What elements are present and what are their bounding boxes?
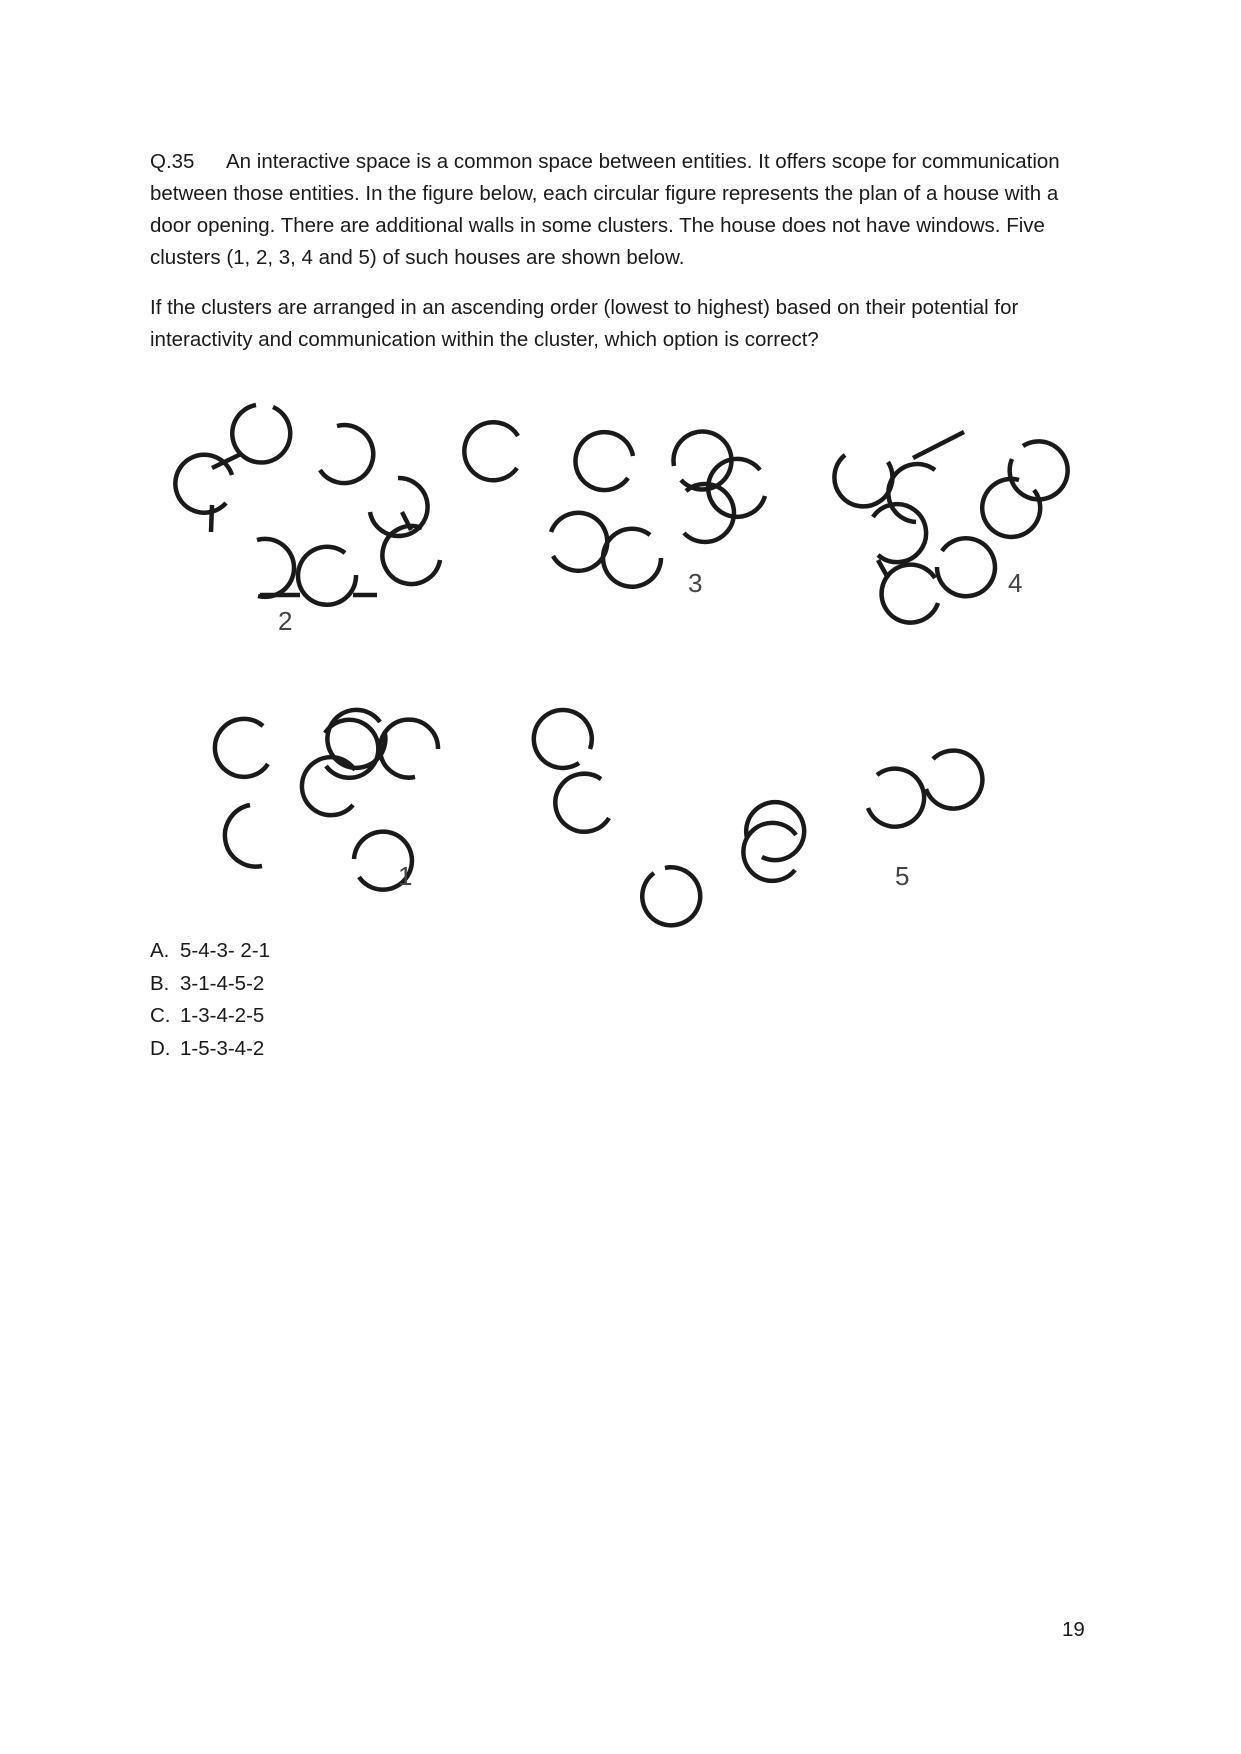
wall xyxy=(211,505,212,532)
wall xyxy=(913,432,964,458)
option-text: 3-1-4-5-2 xyxy=(180,971,265,995)
wall xyxy=(878,560,888,578)
house xyxy=(868,769,924,827)
cluster-2 xyxy=(175,405,440,605)
house xyxy=(380,720,438,778)
option-letter: B. xyxy=(150,971,170,995)
cluster-label: 1 xyxy=(398,861,413,891)
cluster-1 xyxy=(215,710,438,891)
house xyxy=(882,565,938,623)
house xyxy=(937,538,995,596)
cluster-label: 2 xyxy=(278,606,293,636)
house xyxy=(926,751,982,809)
house xyxy=(603,529,661,587)
house xyxy=(464,422,518,480)
house xyxy=(232,405,290,463)
house xyxy=(1010,441,1068,499)
option-letter: A. xyxy=(150,939,170,962)
cluster-3 xyxy=(464,422,765,598)
option-text: 1-3-4-2-5 xyxy=(180,1004,265,1027)
house xyxy=(257,539,294,597)
house xyxy=(873,504,926,562)
house xyxy=(298,547,356,605)
question-text: An interactive space is a common space between entities. It offers scope for communication between those entities. In the figure below, each circular figure represents the plan of a house with a door opening. There are additional walls in some clusters. The house does not have windows. Five clusters (1, 2, 3, 4 and 5) of such houses are shown below. xyxy=(150,150,1060,269)
option-a[interactable] xyxy=(150,935,270,968)
cluster-label: 5 xyxy=(895,861,910,891)
option-text: 1-5-3-4-2 xyxy=(180,1036,265,1060)
option-d[interactable] xyxy=(150,1033,270,1066)
question-number: Q.35 xyxy=(150,150,195,173)
house xyxy=(982,479,1040,537)
cluster-4 xyxy=(834,432,1067,623)
house xyxy=(888,464,935,522)
option-letter: D. xyxy=(150,1036,171,1060)
house xyxy=(555,774,609,832)
page-number: 19 xyxy=(1062,1618,1085,1641)
option-c[interactable] xyxy=(150,1000,270,1033)
house xyxy=(834,455,892,506)
cluster-label: 4 xyxy=(1008,568,1023,598)
option-b[interactable] xyxy=(150,968,270,1001)
house xyxy=(225,805,262,867)
house xyxy=(551,513,607,571)
question-prompt: If the clusters are arranged in an ascending order (lowest to highest) based on their potential for interactivity and communication within the cluster, which option is correct? xyxy=(150,296,1019,351)
cluster-label: 3 xyxy=(688,568,703,598)
house xyxy=(743,823,796,881)
house xyxy=(642,867,700,925)
cluster-5 xyxy=(534,710,983,925)
house xyxy=(320,425,373,483)
answer-options xyxy=(150,935,270,1065)
house xyxy=(215,719,268,777)
option-letter: C. xyxy=(150,1004,171,1027)
option-text: 5-4-3- 2-1 xyxy=(180,939,271,962)
house xyxy=(534,710,592,768)
house xyxy=(575,432,633,490)
